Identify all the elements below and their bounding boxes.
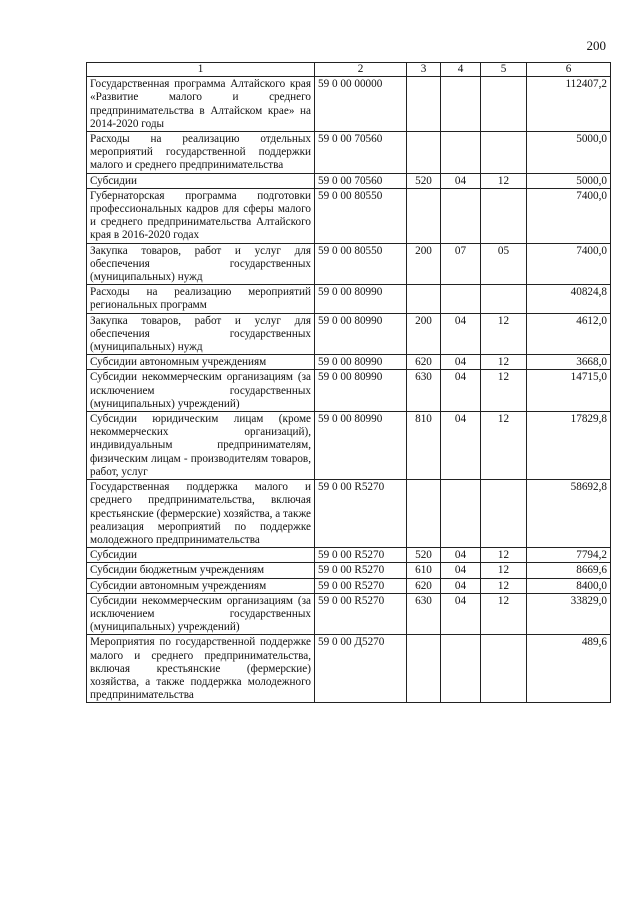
column-header: 1: [87, 63, 315, 77]
row-name-cell: Субсидии бюджетным учреждениям: [87, 563, 315, 578]
row-section-cell: [441, 285, 481, 313]
table-row: [87, 77, 611, 132]
row-expense-type-cell: 630: [407, 593, 441, 635]
row-subsection-cell: [481, 77, 527, 132]
row-subsection-cell: [481, 132, 527, 174]
row-code-cell: 59 0 00 80990: [315, 370, 407, 412]
row-expense-type-cell: 520: [407, 173, 441, 188]
row-code-cell: 59 0 00 R5270: [315, 480, 407, 548]
row-section-cell: 04: [441, 412, 481, 480]
row-amount-cell: 17829,8: [527, 412, 611, 480]
row-subsection-cell: 12: [481, 370, 527, 412]
row-section-cell: [441, 480, 481, 548]
row-amount-cell: 3668,0: [527, 355, 611, 370]
row-section-cell: 04: [441, 173, 481, 188]
row-name-cell: Губернаторская программа подготовки профессиональных кадров для сферы малого и среднего предпринимательства Алтайского края в 2016-2020 годах: [87, 188, 315, 243]
row-amount-cell: 7400,0: [527, 243, 611, 285]
row-expense-type-cell: [407, 285, 441, 313]
table-row: [87, 578, 611, 593]
row-amount-cell: 14715,0: [527, 370, 611, 412]
table-row: [87, 188, 611, 243]
row-name-cell: Субсидии автономным учреждениям: [87, 355, 315, 370]
row-expense-type-cell: 810: [407, 412, 441, 480]
row-amount-cell: 58692,8: [527, 480, 611, 548]
row-name-cell: Субсидии некоммерческим организациям (за исключением государственных (муниципальных) учреждений): [87, 370, 315, 412]
column-header: 3: [407, 63, 441, 77]
row-section-cell: 04: [441, 313, 481, 355]
column-header: 6: [527, 63, 611, 77]
row-code-cell: 59 0 00 Д5270: [315, 635, 407, 703]
row-expense-type-cell: 520: [407, 548, 441, 563]
row-code-cell: 59 0 00 80990: [315, 285, 407, 313]
row-name-cell: Расходы на реализацию отдельных мероприятий государственной поддержки малого и среднего предпринимательства: [87, 132, 315, 174]
table-row: [87, 132, 611, 174]
row-code-cell: 59 0 00 R5270: [315, 548, 407, 563]
table-row: [87, 370, 611, 412]
row-expense-type-cell: [407, 480, 441, 548]
budget-table: [86, 62, 611, 703]
column-header: 2: [315, 63, 407, 77]
row-subsection-cell: [481, 285, 527, 313]
column-header: 5: [481, 63, 527, 77]
row-subsection-cell: [481, 635, 527, 703]
row-section-cell: 04: [441, 355, 481, 370]
row-subsection-cell: 12: [481, 412, 527, 480]
row-name-cell: Расходы на реализацию мероприятий региональных программ: [87, 285, 315, 313]
row-expense-type-cell: 200: [407, 243, 441, 285]
row-code-cell: 59 0 00 80550: [315, 243, 407, 285]
row-name-cell: Субсидии: [87, 173, 315, 188]
page-number: 200: [586, 38, 606, 53]
table-row: [87, 173, 611, 188]
row-section-cell: [441, 77, 481, 132]
table-row: [87, 563, 611, 578]
row-expense-type-cell: 630: [407, 370, 441, 412]
row-expense-type-cell: 610: [407, 563, 441, 578]
row-subsection-cell: 12: [481, 313, 527, 355]
row-subsection-cell: 12: [481, 578, 527, 593]
row-name-cell: Субсидии юридическим лицам (кроме некоммерческих организаций), индивидуальным предпринимателям, физическим лицам - производителям товаров, работ, услуг: [87, 412, 315, 480]
row-section-cell: 07: [441, 243, 481, 285]
row-code-cell: 59 0 00 70560: [315, 173, 407, 188]
row-amount-cell: 4612,0: [527, 313, 611, 355]
row-section-cell: 04: [441, 578, 481, 593]
row-expense-type-cell: [407, 188, 441, 243]
row-amount-cell: 33829,0: [527, 593, 611, 635]
row-subsection-cell: 12: [481, 548, 527, 563]
row-subsection-cell: [481, 188, 527, 243]
row-code-cell: 59 0 00 80990: [315, 355, 407, 370]
row-code-cell: 59 0 00 00000: [315, 77, 407, 132]
row-name-cell: Субсидии автономным учреждениям: [87, 578, 315, 593]
row-amount-cell: 7794,2: [527, 548, 611, 563]
row-amount-cell: 5000,0: [527, 173, 611, 188]
row-section-cell: 04: [441, 370, 481, 412]
row-code-cell: 59 0 00 80990: [315, 412, 407, 480]
row-subsection-cell: 12: [481, 173, 527, 188]
row-subsection-cell: 05: [481, 243, 527, 285]
table-row: [87, 285, 611, 313]
row-name-cell: Закупка товаров, работ и услуг для обеспечения государственных (муниципальных) нужд: [87, 313, 315, 355]
row-section-cell: 04: [441, 548, 481, 563]
row-amount-cell: 40824,8: [527, 285, 611, 313]
row-code-cell: 59 0 00 80990: [315, 313, 407, 355]
table-row: [87, 313, 611, 355]
column-header: 4: [441, 63, 481, 77]
table-header-row: [87, 63, 611, 77]
row-amount-cell: 489,6: [527, 635, 611, 703]
row-code-cell: 59 0 00 R5270: [315, 593, 407, 635]
row-expense-type-cell: 620: [407, 578, 441, 593]
row-name-cell: Субсидии: [87, 548, 315, 563]
table-body: [87, 77, 611, 703]
row-name-cell: Государственная программа Алтайского края «Развитие малого и среднего предпринимательства в Алтайском крае» на 2014-2020 годы: [87, 77, 315, 132]
row-section-cell: [441, 188, 481, 243]
row-subsection-cell: 12: [481, 563, 527, 578]
table-row: [87, 480, 611, 548]
row-amount-cell: 5000,0: [527, 132, 611, 174]
row-amount-cell: 7400,0: [527, 188, 611, 243]
row-section-cell: 04: [441, 563, 481, 578]
row-expense-type-cell: [407, 77, 441, 132]
row-code-cell: 59 0 00 80550: [315, 188, 407, 243]
row-subsection-cell: 12: [481, 355, 527, 370]
table-row: [87, 548, 611, 563]
row-section-cell: [441, 132, 481, 174]
row-amount-cell: 112407,2: [527, 77, 611, 132]
table-row: [87, 355, 611, 370]
row-name-cell: Субсидии некоммерческим организациям (за исключением государственных (муниципальных) учреждений): [87, 593, 315, 635]
row-expense-type-cell: 200: [407, 313, 441, 355]
row-name-cell: Закупка товаров, работ и услуг для обеспечения государственных (муниципальных) нужд: [87, 243, 315, 285]
row-subsection-cell: 12: [481, 593, 527, 635]
row-expense-type-cell: [407, 635, 441, 703]
table-row: [87, 243, 611, 285]
row-amount-cell: 8400,0: [527, 578, 611, 593]
row-section-cell: 04: [441, 593, 481, 635]
row-code-cell: 59 0 00 R5270: [315, 563, 407, 578]
row-code-cell: 59 0 00 70560: [315, 132, 407, 174]
row-subsection-cell: [481, 480, 527, 548]
row-expense-type-cell: 620: [407, 355, 441, 370]
table-row: [87, 593, 611, 635]
row-expense-type-cell: [407, 132, 441, 174]
table-row: [87, 635, 611, 703]
row-code-cell: 59 0 00 R5270: [315, 578, 407, 593]
row-name-cell: Государственная поддержка малого и среднего предпринимательства, включая крестьянские (фермерские) хозяйства, а также реализация мероприятий по поддержке молодежного предпринимательства: [87, 480, 315, 548]
row-amount-cell: 8669,6: [527, 563, 611, 578]
row-name-cell: Мероприятия по государственной поддержке малого и среднего предпринимательства, включая крестьянские (фермерские) хозяйства, а также поддержка молодежного предпринимательства: [87, 635, 315, 703]
row-section-cell: [441, 635, 481, 703]
table-row: [87, 412, 611, 480]
